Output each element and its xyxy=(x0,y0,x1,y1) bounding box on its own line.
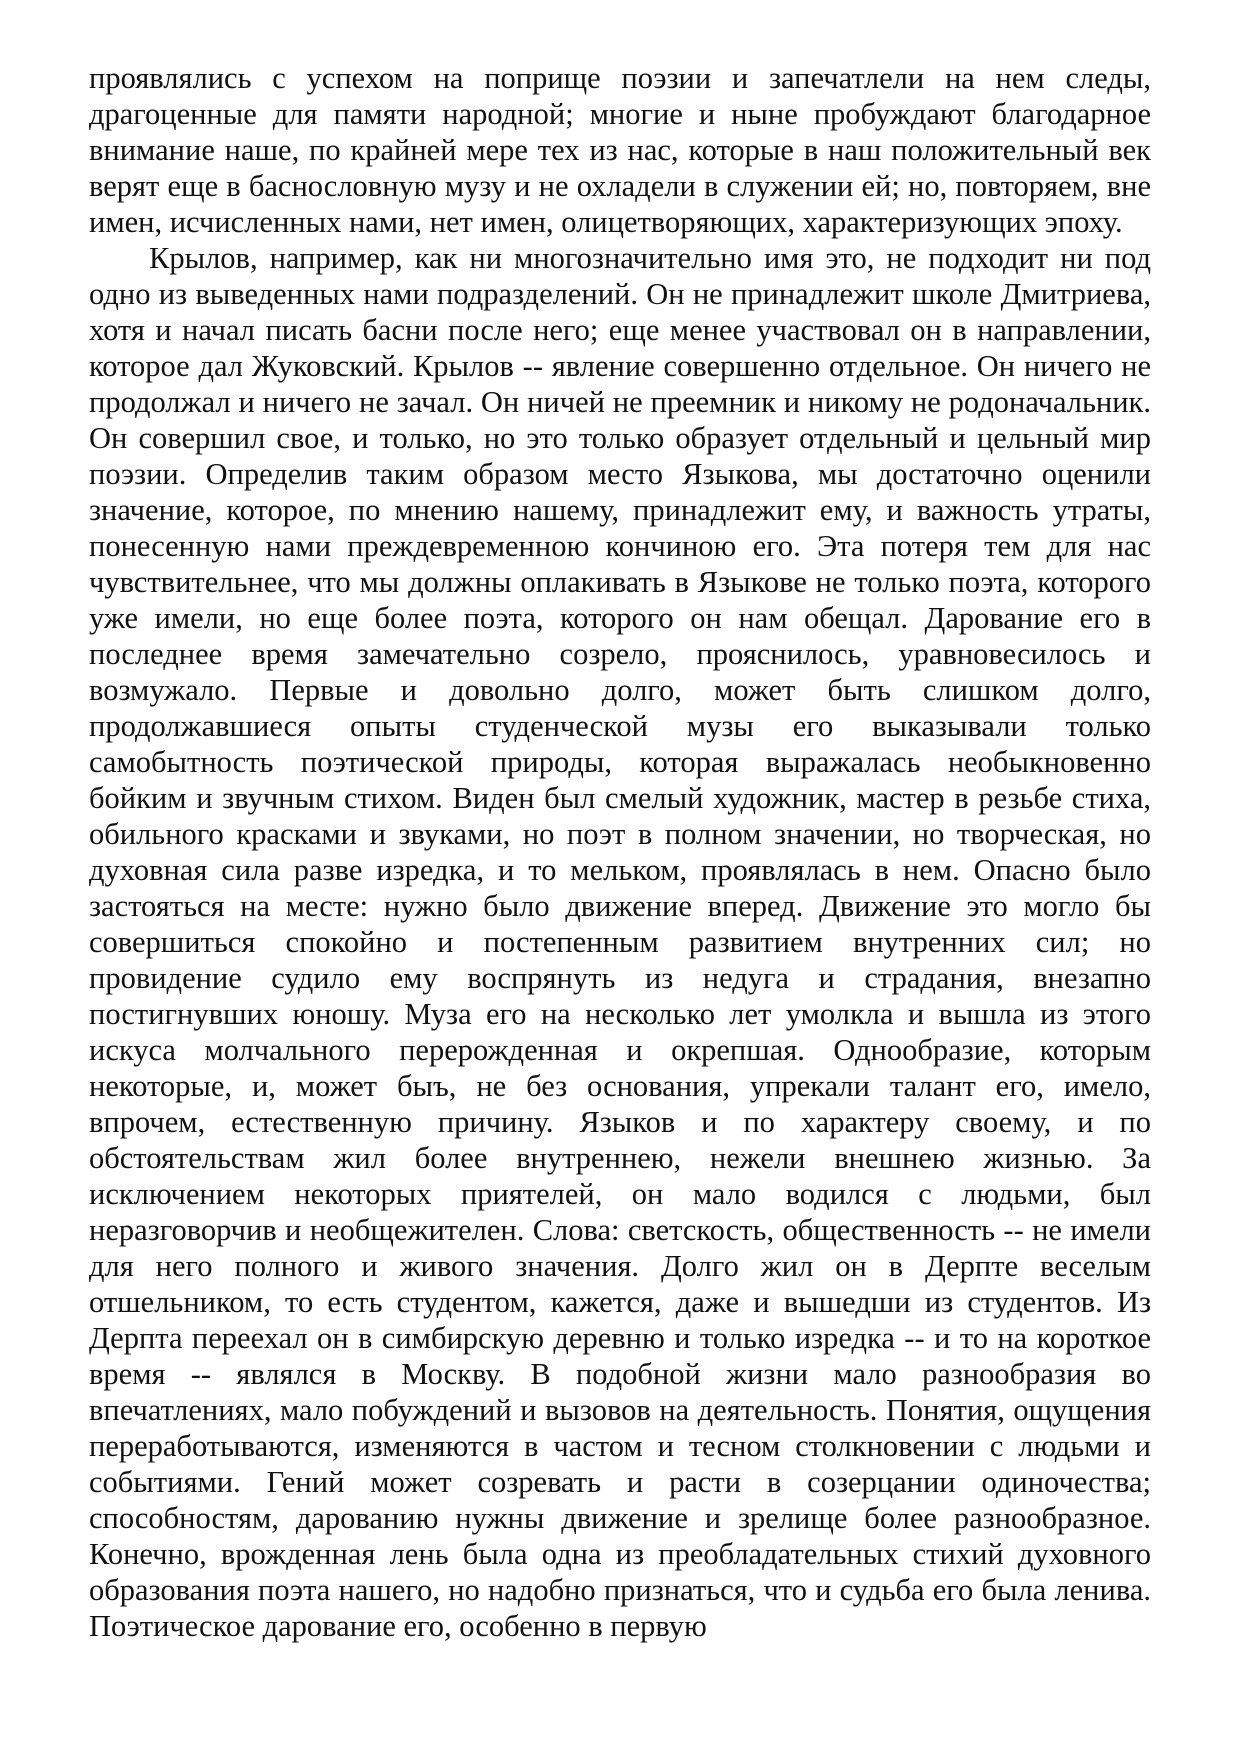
document-page xyxy=(89,60,1151,1644)
paragraph-continuation: проявлялись с успехом на поприще поэзии и запечатлели на нем следы, драгоценные для памяти народной; многие и ныне пробуждают благодарное внимание наше, по крайней мере тех из нас, которые в наш положительный век верят еще в баснословную музу и не охладели в служении ей; но, повторяем, вне имен, исчисленных нами, нет имен, олицетворяющих, характеризующих эпоху. xyxy=(89,61,1151,239)
paragraph-krylov: Крылов, например, как ни многозначительно имя это, не подходит ни под одно из выведенных нами подразделений. Он не принадлежит школе Дмитриева, хотя и начал писать басни после него; еще менее участвовал он в направлении, которое дал Жуковский. Крылов -- явление совершенно отдельное. Он ничего не продолжал и ничего не зачал. Он ничей не преемник и никому не родоначальник. Он совершил свое, и только, но это только образует отдельный и цельный мир поэзии. Определив таким образом место Языкова, мы достаточно оценили значение, которое, по мнению нашему, принадлежит ему, и важность утраты, понесенную нами преждевременною кончиною его. Эта потеря тем для нас чувствительнее, что мы должны оплакивать в Языкове не только поэта, которого уже имели, но еще более поэта, которого он нам обещал. Дарование его в последнее время замечательно созрело, прояснилось, уравновесилось и возмужало. Первые и довольно долго, может быть слишком долго, продолжавшиеся опыты студенческой музы его выказывали только самобытность поэтической природы, которая выражалась необыкновенно бойким и звучным стихом. Виден был смелый художник, мастер в резьбе стиха, обильного красками и звуками, но поэт в полном значении, но творческая, но духовная сила разве изредка, и то мельком, проявлялась в нем. Опасно было застояться на месте: нужно было движение вперед. Движение это могло бы совершиться спокойно и постепенным развитием внутренних сил; но провидение судило ему воспрянуть из недуга и страдания, внезапно постигнувших юношу. Муза его на несколько лет умолкла и вышла из этого искуса молчального перерожденная и окрепшая. Однообразие, которым некоторые, и, может быъ, не без основания, упрекали талант его, имело, впрочем, естественную причину. Языков и по характеру своему, и по обстоятельствам жил более внутреннею, нежели внешнею жизнью. За исключением некоторых приятелей, он мало водился с людьми, был неразговорчив и необщежителен. Слова: светскость, общественность -- не имели для него полного и живого значения. Долго жил он в Дерпте веселым отшельником, то есть студентом, кажется, даже и вышедши из студентов. Из Дерпта переехал он в симбирскую деревню и только изредка -- и то на короткое время -- являлся в Москву. В подобной жизни мало разнообразия во впечатлениях, мало побуждений и вызовов на деятельность. Понятия, ощущения переработываются, изменяются в частом и тесном столкновении с людьми и событиями. Гений может созревать и расти в созерцании одиночества; способностям, дарованию нужны движение и зрелище более разнообразное. Конечно, врожденная лень была одна из преобладательных стихий духовного образования поэта нашего, но надобно признаться, что и судьба его была ленива. Поэтическое дарование его, особенно в первую xyxy=(89,241,1151,1643)
